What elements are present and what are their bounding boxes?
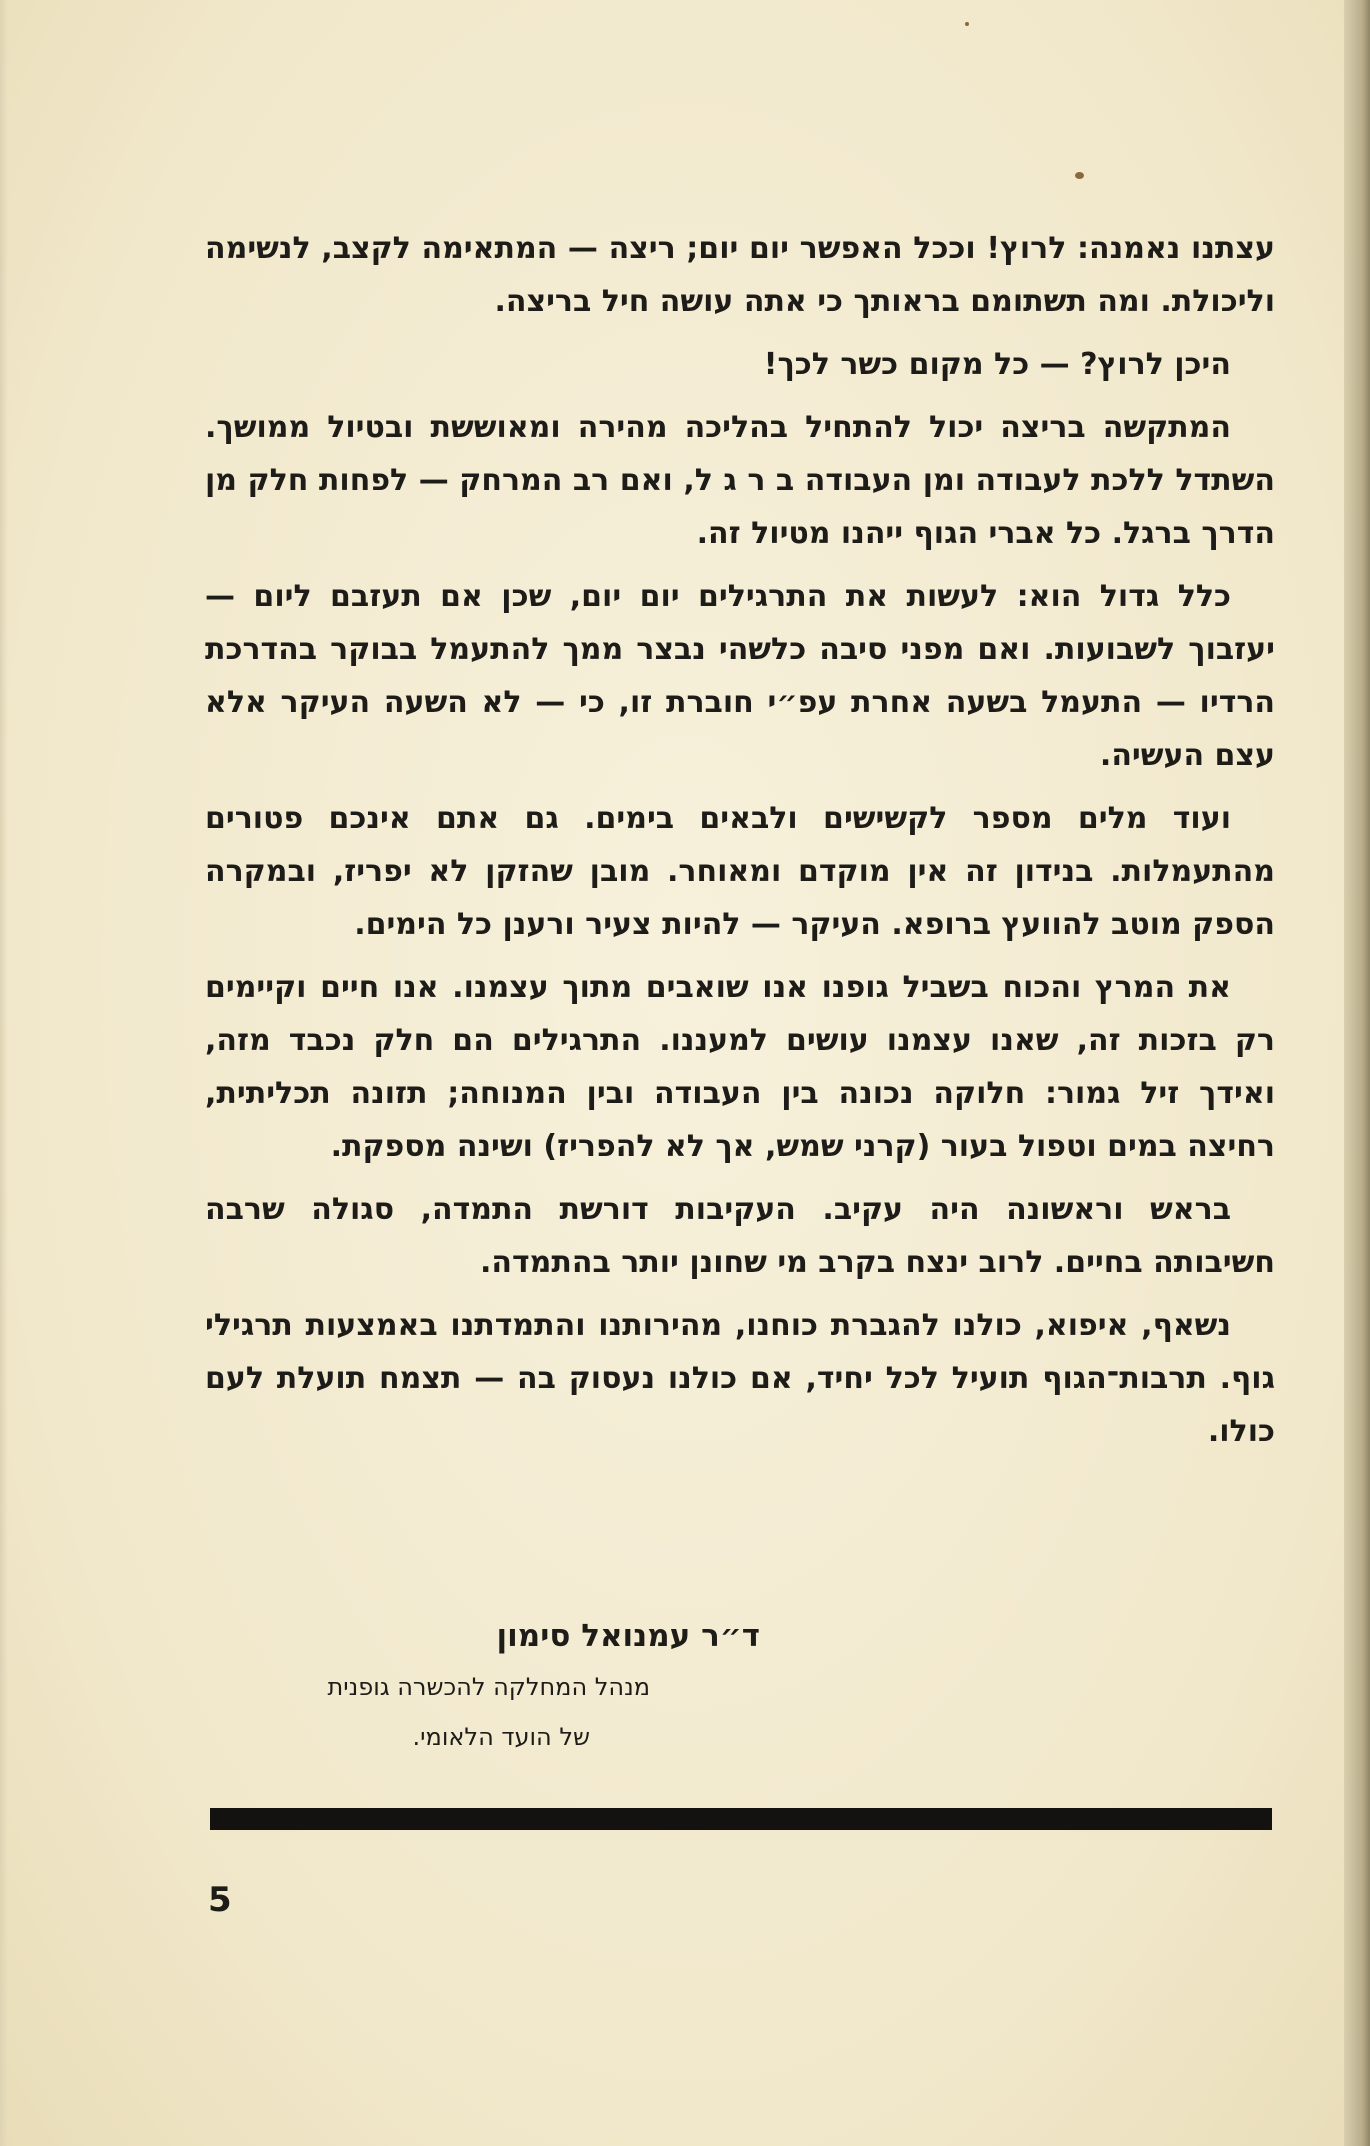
- paragraph: נשאף, איפוא, כולנו להגברת כוחנו, מהירותנו והתמדתנו באמצעות תרגילי גוף. תרבות־הגוף תועיל לכל יחיד, אם כולנו נעסוק בה — תצמח תועלת לעם כולו.: [205, 1308, 1275, 1449]
- paragraph: כלל גדול הוא: לעשות את התרגילים יום יום, שכן אם תעזבם ליום — יעזבוך לשבועות. ואם מפני סיבה כלשהי נבצר ממך להתעמל בבוקר בהדרכת הרדיו — התעמל בשעה אחרת עפ״י חוברת זו, כי — לא השעה העיקר אלא עצם העשיה.: [205, 579, 1275, 773]
- page-right-edge: [1344, 0, 1370, 2146]
- paper-speck: [965, 22, 969, 26]
- paragraph: המתקשה בריצה יכול להתחיל בהליכה מהירה ומאוששת ובטיול ממושך. השתדל ללכת לעבודה ומן העבודה ב ר ג ל, ואם רב המרחק — לפחות חלק מן הדרך ברגל. כל אברי הגוף ייהנו מטיול זה.: [205, 410, 1275, 551]
- signature-title-line2: של הועד הלאומי.: [412, 1723, 590, 1751]
- paragraph: את המרץ והכוח בשביל גופנו אנו שואבים מתוך עצמנו. אנו חיים וקיימים רק בזכות זה, שאנו עצמנו עושים למעננו. התרגילים הם חלק נכבד מזה, ואידך זיל גמור: חלוקה נכונה בין העבודה ובין המנוחה; תזונה תכליתית, רחיצה במים וטפול בעור (קרני שמש, אך לא להפריז) ושינה מספקת.: [205, 970, 1275, 1164]
- paragraph: היכן לרוץ? — כל מקום כשר לכך!: [763, 347, 1231, 382]
- page-number: 5: [208, 1880, 232, 1920]
- paragraph: ועוד מלים מספר לקשישים ולבאים בימים. גם אתם אינכם פטורים מהתעמלות. בנידון זה אין מוקדם ומאוחר. מובן שהזקן לא יפריז, ובמקרה הספק מוטב להוועץ ברופא. העיקר — להיות צעיר ורענן כל הימים.: [205, 801, 1275, 942]
- paper-speck: [1075, 172, 1084, 179]
- signature-block: [327, 1610, 760, 1762]
- signature-name: ד״ר עמנואל סימון: [496, 1618, 760, 1654]
- paragraph: בראש וראשונה היה עקיב. העקיבות דורשת התמדה, סגולה שרבה חשיבותה בחיים. לרוב ינצח בקרב מי שחונן יותר בהתמדה.: [205, 1192, 1275, 1280]
- body-text: [205, 222, 1275, 1468]
- paragraph: עצתנו נאמנה: לרוץ! וככל האפשר יום יום; ריצה — המתאימה לקצב, לנשימה וליכולת. ומה תשתומם בראותך כי אתה עושה חיל בריצה.: [205, 231, 1275, 319]
- signature-title-line1: מנהל המחלקה להכשרה גופנית: [327, 1673, 650, 1701]
- horizontal-rule: [210, 1808, 1272, 1830]
- page-left-edge: [0, 0, 8, 2146]
